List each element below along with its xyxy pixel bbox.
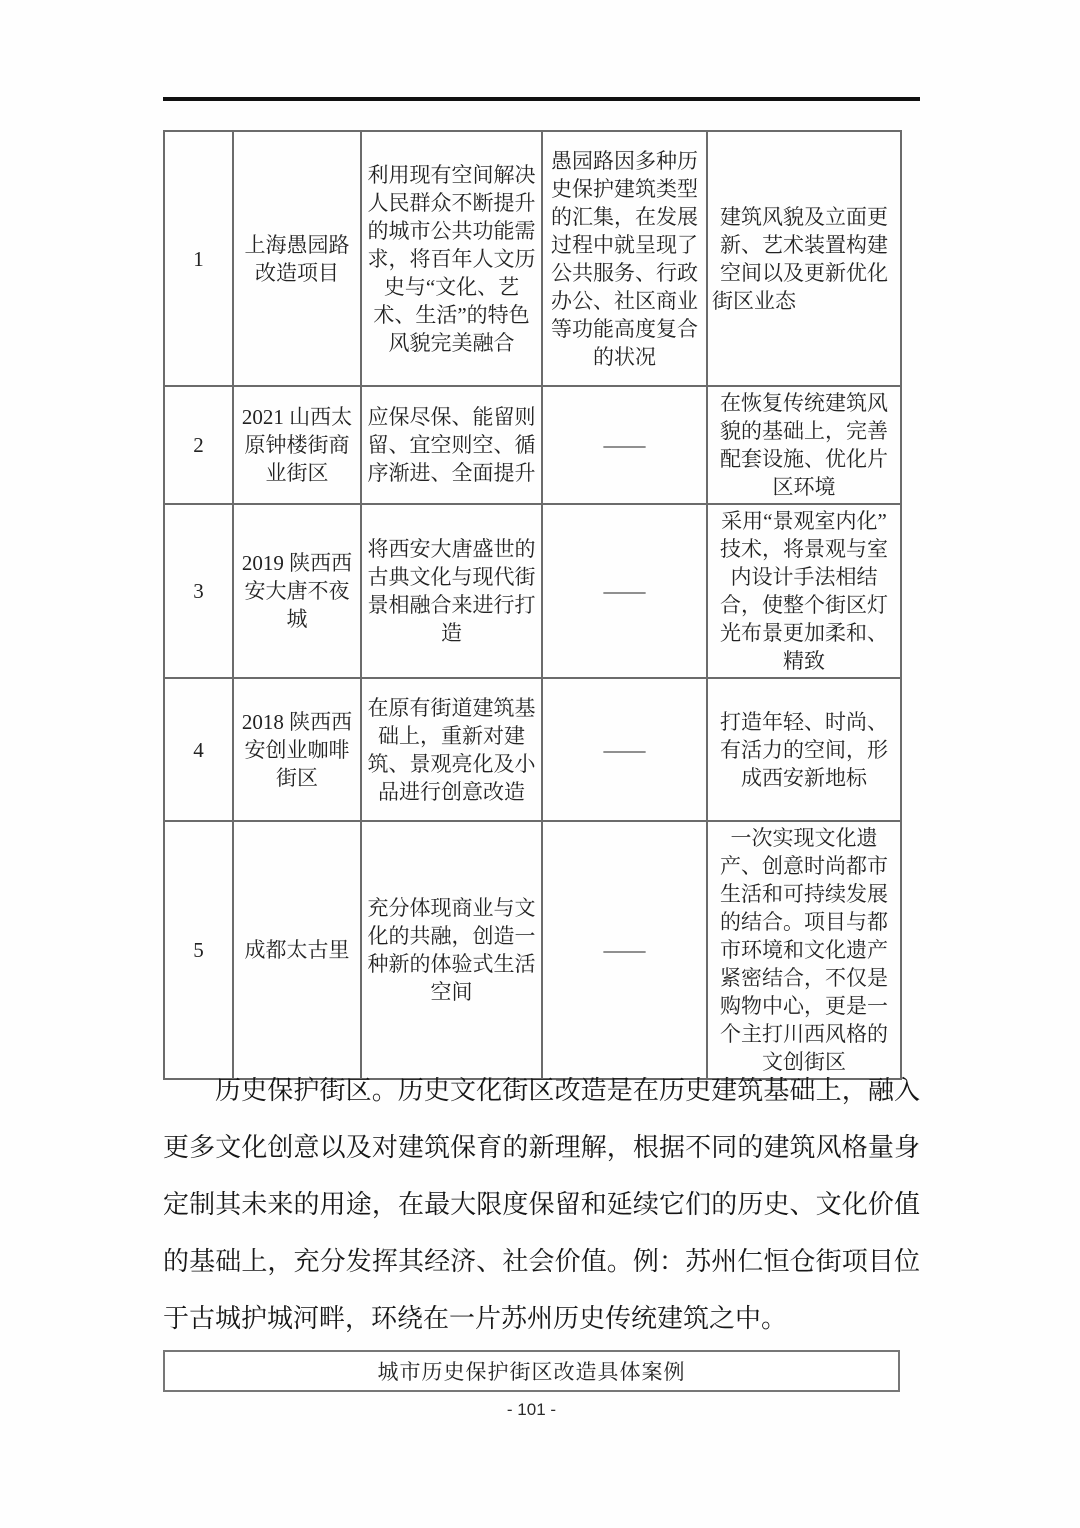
cell-renovation-approach: 将西安大唐盛世的古典文化与现代街景相融合来进行打造 bbox=[361, 504, 542, 678]
cell-row-number: 2 bbox=[164, 386, 233, 504]
cell-measures: 打造年轻、时尚、有活力的空间，形成西安新地标 bbox=[707, 678, 901, 821]
cell-project-name: 上海愚园路改造项目 bbox=[233, 131, 361, 386]
cell-background: —— bbox=[542, 678, 707, 821]
cell-measures: 采用“景观室内化”技术，将景观与室内设计手法相结合，使整个街区灯光布景更加柔和、精致 bbox=[707, 504, 901, 678]
cell-background: —— bbox=[542, 386, 707, 504]
cell-measures: 一次实现文化遗产、创意时尚都市生活和可持续发展的结合。项目与都市环境和文化遗产紧密结合，不仅是购物中心，更是一个主打川西风格的文创街区 bbox=[707, 821, 901, 1079]
cell-row-number: 3 bbox=[164, 504, 233, 678]
table-caption-box bbox=[163, 1350, 900, 1392]
table-caption-text: 城市历史保护街区改造具体案例 bbox=[377, 1360, 686, 1384]
cell-background: —— bbox=[542, 821, 707, 1079]
cell-background: 愚园路因多种历史保护建筑类型的汇集，在发展过程中就呈现了公共服务、行政办公、社区商业等功能高度复合的状况 bbox=[542, 131, 707, 386]
cell-renovation-approach: 在原有街道建筑基础上，重新对建筑、景观亮化及小品进行创意改造 bbox=[361, 678, 542, 821]
cell-renovation-approach: 利用现有空间解决人民群众不断提升的城市公共功能需求，将百年人文历史与“文化、艺术、生活”的特色风貌完美融合 bbox=[361, 131, 542, 386]
table-row bbox=[164, 504, 901, 678]
table-row bbox=[164, 821, 901, 1079]
body-paragraph: 历史保护街区。历史文化街区改造是在历史建筑基础上，融入更多文化创意以及对建筑保育的新理解，根据不同的建筑风格量身定制其未来的用途，在最大限度保留和延续它们的历史、文化价值的基础上，充分发挥其经济、社会价值。例：苏州仁恒仓街项目位于古城护城河畔，环绕在一片苏州历史传统建筑之中。 bbox=[163, 1076, 920, 1333]
case-table bbox=[163, 130, 902, 1080]
cell-measures: 建筑风貌及立面更新、艺术装置构建空间以及更新优化街区业态 bbox=[707, 131, 901, 386]
table-row bbox=[164, 131, 901, 386]
cell-project-name: 成都太古里 bbox=[233, 821, 361, 1079]
table-row bbox=[164, 386, 901, 504]
case-table-body bbox=[164, 131, 901, 1079]
cell-project-name: 2019 陕西西安大唐不夜城 bbox=[233, 504, 361, 678]
cell-renovation-approach: 应保尽保、能留则留、宜空则空、循序渐进、全面提升 bbox=[361, 386, 542, 504]
cell-background: —— bbox=[542, 504, 707, 678]
cell-project-name: 2018 陕西西安创业咖啡街区 bbox=[233, 678, 361, 821]
cell-row-number: 4 bbox=[164, 678, 233, 821]
cell-renovation-approach: 充分体现商业与文化的共融，创造一种新的体验式生活空间 bbox=[361, 821, 542, 1079]
cell-measures: 在恢复传统建筑风貌的基础上，完善配套设施、优化片区环境 bbox=[707, 386, 901, 504]
cell-row-number: 5 bbox=[164, 821, 233, 1079]
header-rule bbox=[163, 97, 920, 101]
page-number: - 101 - bbox=[506, 1400, 557, 1419]
cell-row-number: 1 bbox=[164, 131, 233, 386]
cell-project-name: 2021 山西太原钟楼街商业街区 bbox=[233, 386, 361, 504]
table-row bbox=[164, 678, 901, 821]
